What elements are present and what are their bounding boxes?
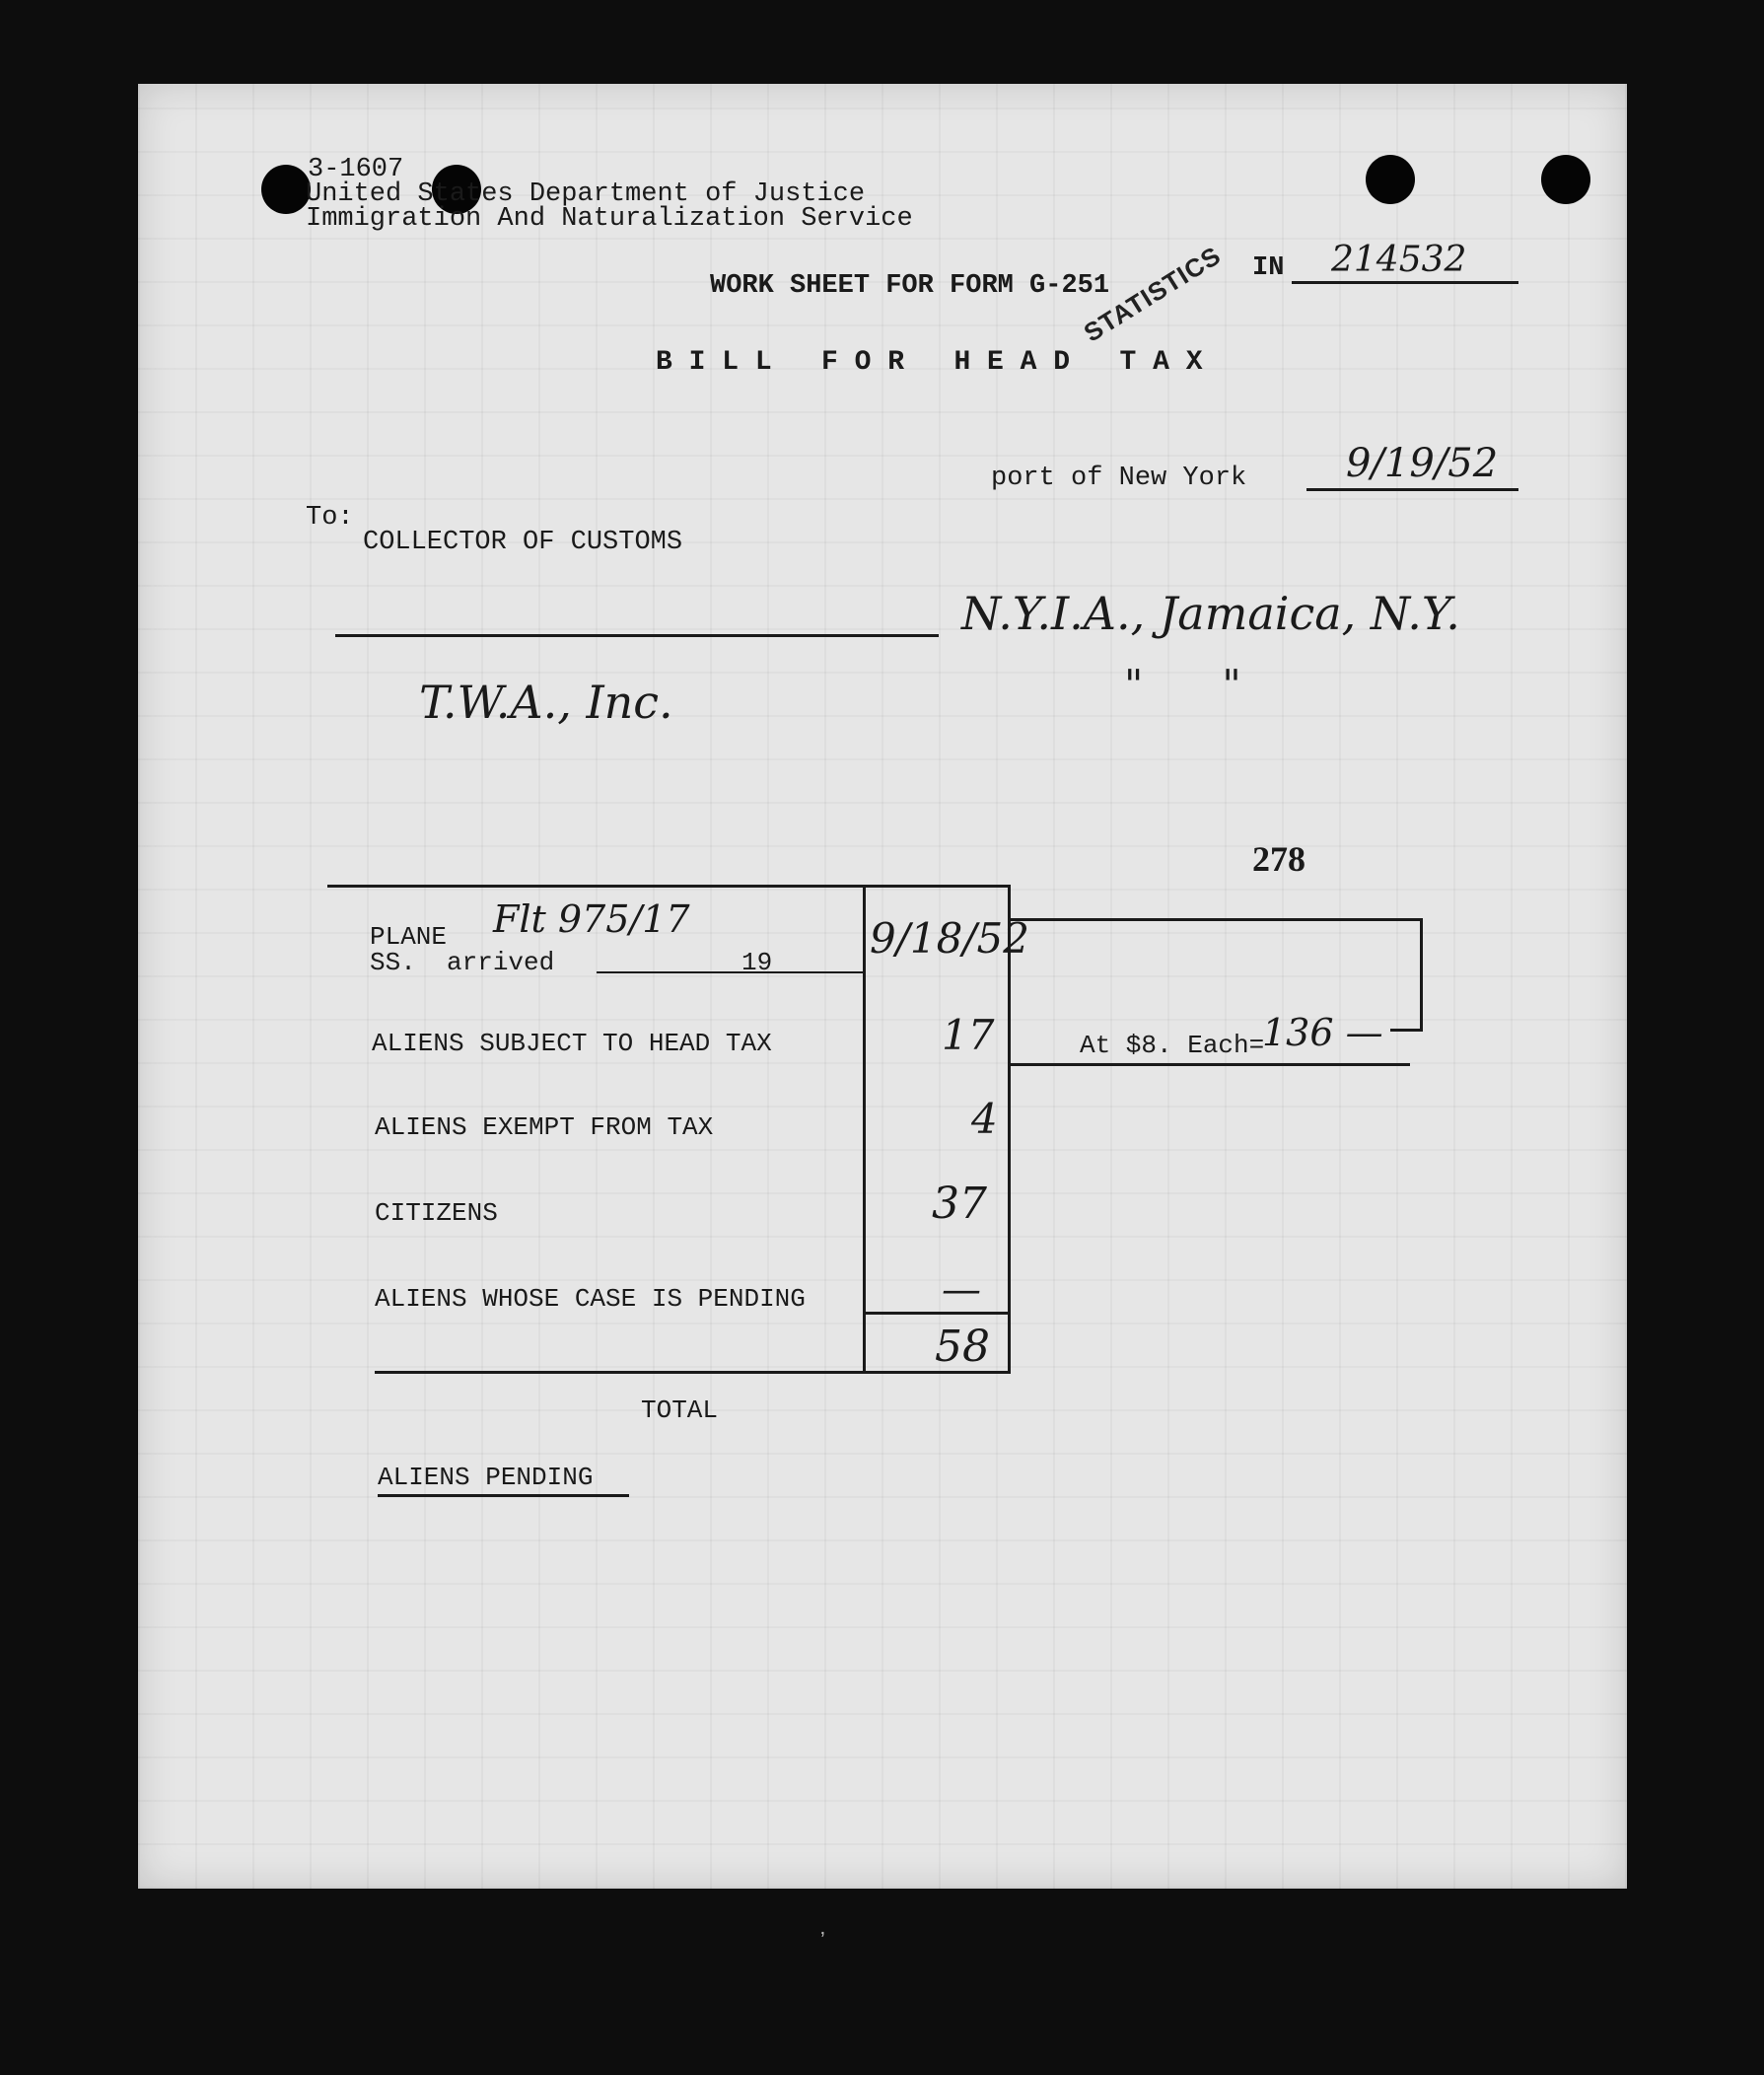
worksheet-title: WORK SHEET FOR FORM G-251: [710, 271, 1110, 301]
form-number: 3-1607: [308, 155, 404, 184]
in-number-underline: [1292, 281, 1518, 284]
to-label: To:: [306, 503, 354, 533]
service-name: Immigration And Naturalization Service: [306, 204, 913, 234]
total-value: 58: [935, 1322, 990, 1372]
bill-title: B I L L F O R H E A D T A X: [656, 347, 1203, 378]
row-label-exempt: ALIENS EXEMPT FROM TAX: [375, 1112, 714, 1142]
punch-hole: [1366, 155, 1415, 204]
to-underline: [335, 634, 939, 637]
table-value-left-rule: [863, 885, 866, 1373]
department-name: United States Department of Justice: [306, 179, 866, 209]
plane-flight: Flt 975/17: [493, 897, 690, 941]
row-label-subject: ALIENS SUBJECT TO HEAD TAX: [372, 1029, 772, 1058]
film-speck: ʼ: [820, 1928, 825, 1953]
row-value-pending: —: [942, 1267, 981, 1313]
port-date-underline: [1306, 488, 1518, 491]
row-value-subject: 17: [942, 1011, 995, 1059]
arrival-date: 9/18/52: [870, 914, 1029, 963]
year-label: 19: [741, 948, 773, 977]
aliens-pending-underline: [378, 1494, 629, 1497]
table-top-rule: [327, 885, 1011, 888]
rate-amount: 136 —: [1262, 1011, 1383, 1054]
place-handwritten: N.Y.I.A., Jamaica, N.Y.: [961, 587, 1460, 640]
statistics-stamp: STATISTICS: [1078, 240, 1227, 348]
aliens-pending-label: ALIENS PENDING: [378, 1463, 594, 1492]
document-sheet: [138, 84, 1627, 1889]
arrived-underline: [597, 971, 863, 973]
in-number: 214532: [1331, 240, 1467, 280]
rate-label: At $8. Each=: [1080, 1031, 1265, 1060]
row-label-citizens: CITIZENS: [375, 1198, 498, 1228]
bracket-right: [1420, 918, 1423, 1032]
rate-underline: [1011, 1063, 1410, 1066]
row-value-exempt: 4: [971, 1095, 998, 1143]
row-label-pending: ALIENS WHOSE CASE IS PENDING: [375, 1284, 806, 1314]
port-date: 9/19/52: [1346, 441, 1499, 486]
ditto-marks: " ": [1124, 661, 1241, 709]
number-278: 278: [1252, 839, 1305, 879]
table-total-separator: [863, 1312, 1011, 1315]
bracket-top: [1011, 918, 1423, 921]
punch-hole: [261, 165, 311, 214]
total-label: TOTAL: [641, 1395, 719, 1425]
port-label: port of New York: [991, 464, 1247, 493]
plane-label: PLANE: [370, 922, 448, 952]
collector-of-customs: COLLECTOR OF CUSTOMS: [363, 528, 683, 557]
carrier-handwritten: T.W.A., Inc.: [419, 676, 673, 729]
table-bottom-rule: [375, 1371, 1011, 1374]
row-value-citizens: 37: [932, 1179, 987, 1229]
ss-arrived-label: SS. arrived: [370, 948, 555, 977]
punch-hole: [1541, 155, 1590, 204]
bracket-bottom: [1390, 1029, 1423, 1032]
in-label: IN: [1252, 253, 1285, 283]
